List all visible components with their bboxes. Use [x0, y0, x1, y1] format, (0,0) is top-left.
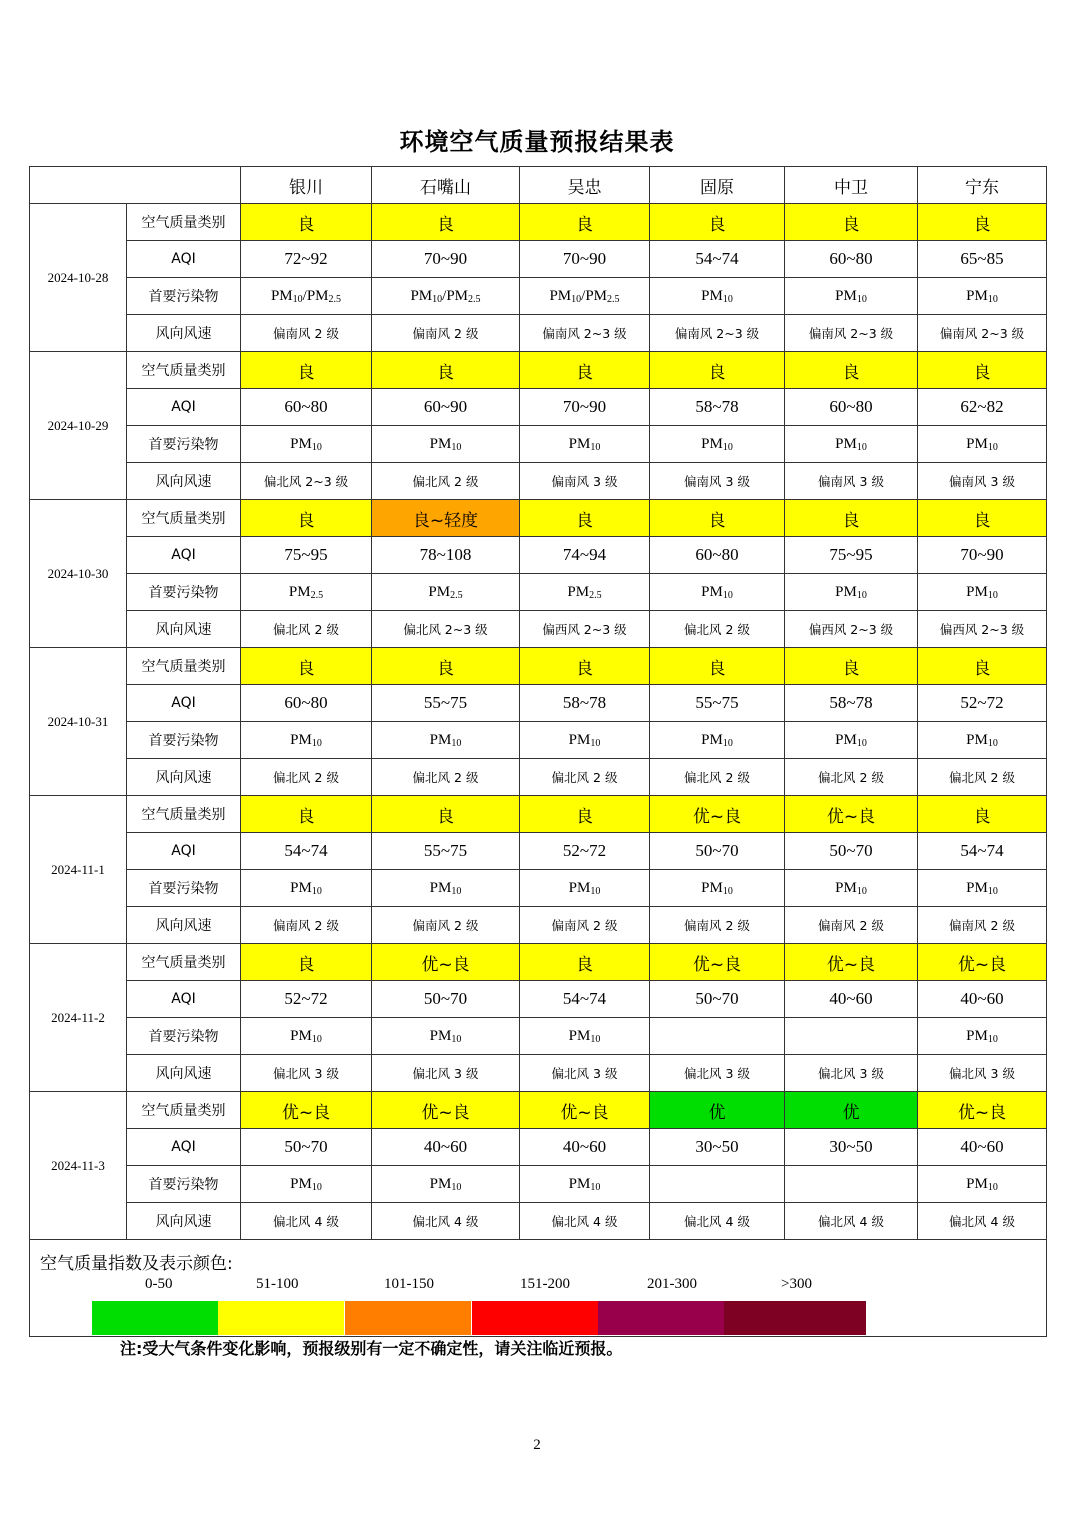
- pollutant-cell: $PM_{10}$: [241, 1018, 372, 1055]
- table-row: [30, 796, 1047, 833]
- wind-cell: 偏南风 3 级: [650, 463, 785, 500]
- wind-cell: 偏北风 3 级: [520, 1055, 650, 1092]
- wind-cell: 偏北风 4 级: [650, 1203, 785, 1240]
- aqi-cell: 70~90: [372, 241, 520, 278]
- table-row: [30, 278, 1047, 315]
- row-label-level: 空气质量类别: [127, 500, 241, 537]
- aqi-cell: 52~72: [918, 685, 1047, 722]
- row-label-aqi: AQI: [127, 389, 241, 426]
- wind-cell: 偏南风 2 级: [241, 907, 372, 944]
- row-label-wind: 风向风速: [127, 1203, 241, 1240]
- wind-cell: 偏南风 2~3 级: [918, 315, 1047, 352]
- city-header: 石嘴山: [372, 167, 520, 204]
- table-row: [30, 389, 1047, 426]
- wind-cell: 偏南风 2 级: [241, 315, 372, 352]
- level-cell: 良: [241, 204, 372, 241]
- table-row: [30, 352, 1047, 389]
- aqi-cell: 55~75: [372, 833, 520, 870]
- level-cell: 良: [241, 796, 372, 833]
- level-cell: 良: [241, 500, 372, 537]
- pollutant-cell: $PM_{10}$: [520, 1018, 650, 1055]
- pollutant-cell: $PM_{10}$: [372, 722, 520, 759]
- pollutant-cell: $PM_{10}$: [372, 426, 520, 463]
- level-cell: 良: [785, 352, 918, 389]
- pollutant-cell: $PM_{10}$: [918, 574, 1047, 611]
- wind-cell: 偏南风 3 级: [785, 463, 918, 500]
- aqi-cell: 60~80: [241, 389, 372, 426]
- forecast-table: [29, 166, 1047, 1337]
- aqi-cell: 60~80: [785, 389, 918, 426]
- pollutant-cell: $PM_{10}$: [785, 574, 918, 611]
- page-number: 2: [533, 1437, 541, 1453]
- pollutant-cell: $PM_{10}$: [520, 722, 650, 759]
- wind-cell: 偏南风 2~3 级: [520, 315, 650, 352]
- pollutant-cell: [785, 1018, 918, 1055]
- aqi-cell: 62~82: [918, 389, 1047, 426]
- legend-range-label: 51-100: [256, 1276, 299, 1292]
- pollutant-cell: $PM_{10}$: [785, 722, 918, 759]
- level-cell: 良: [241, 648, 372, 685]
- row-label-level: 空气质量类别: [127, 1092, 241, 1129]
- pollutant-cell: $PM_{2.5}$: [520, 574, 650, 611]
- table-row: [30, 759, 1047, 796]
- wind-cell: 偏北风 2 级: [372, 759, 520, 796]
- aqi-cell: 50~70: [785, 833, 918, 870]
- level-cell: 良: [241, 944, 372, 981]
- wind-cell: 偏南风 2 级: [372, 315, 520, 352]
- wind-cell: 偏西风 2~3 级: [520, 611, 650, 648]
- aqi-cell: 55~75: [372, 685, 520, 722]
- pollutant-cell: $PM_{10}$: [372, 1018, 520, 1055]
- row-label-wind: 风向风速: [127, 315, 241, 352]
- pollutant-cell: $PM_{10}$: [918, 278, 1047, 315]
- aqi-cell: 75~95: [785, 537, 918, 574]
- level-cell: 良: [372, 204, 520, 241]
- pollutant-cell: $PM_{10}$: [650, 870, 785, 907]
- pollutant-cell: $PM_{10}$: [241, 1166, 372, 1203]
- level-cell: 良: [520, 796, 650, 833]
- city-header: 固原: [650, 167, 785, 204]
- aqi-cell: 60~80: [650, 537, 785, 574]
- row-label-aqi: AQI: [127, 685, 241, 722]
- aqi-cell: 54~74: [520, 981, 650, 1018]
- wind-cell: 偏北风 2 级: [241, 759, 372, 796]
- row-label-wind: 风向风速: [127, 611, 241, 648]
- date-cell: 2024-11-3: [30, 1092, 127, 1240]
- aqi-cell: 40~60: [372, 1129, 520, 1166]
- aqi-cell: 55~75: [650, 685, 785, 722]
- row-label-pollutant: 首要污染物: [127, 1018, 241, 1055]
- level-cell: 良: [241, 352, 372, 389]
- level-cell: 良: [785, 500, 918, 537]
- legend-color-swatch: [724, 1301, 866, 1335]
- city-header: 宁东: [918, 167, 1047, 204]
- table-row: [30, 722, 1047, 759]
- level-cell: 良: [520, 648, 650, 685]
- wind-cell: 偏南风 2 级: [785, 907, 918, 944]
- level-cell: 良: [918, 352, 1047, 389]
- wind-cell: 偏北风 4 级: [241, 1203, 372, 1240]
- table-row: [30, 537, 1047, 574]
- legend-color-swatch: [218, 1301, 344, 1335]
- wind-cell: 偏北风 2 级: [650, 611, 785, 648]
- row-label-level: 空气质量类别: [127, 796, 241, 833]
- row-label-pollutant: 首要污染物: [127, 1166, 241, 1203]
- row-label-wind: 风向风速: [127, 463, 241, 500]
- table-row: [30, 1018, 1047, 1055]
- row-label-level: 空气质量类别: [127, 944, 241, 981]
- table-row: [30, 870, 1047, 907]
- legend-color-swatch: [345, 1301, 471, 1335]
- table-row: [30, 574, 1047, 611]
- pollutant-cell: $PM_{10}$: [372, 1166, 520, 1203]
- wind-cell: 偏南风 3 级: [918, 463, 1047, 500]
- legend-color-swatch: [598, 1301, 724, 1335]
- aqi-cell: 74~94: [520, 537, 650, 574]
- date-cell: 2024-10-31: [30, 648, 127, 796]
- table-row: [30, 1129, 1047, 1166]
- wind-cell: 偏北风 2 级: [918, 759, 1047, 796]
- level-cell: 良: [650, 204, 785, 241]
- table-row: [30, 315, 1047, 352]
- wind-cell: 偏北风 3 级: [918, 1055, 1047, 1092]
- pollutant-cell: $PM_{10}$: [785, 870, 918, 907]
- table-row: [30, 981, 1047, 1018]
- table-row: [30, 426, 1047, 463]
- wind-cell: 偏西风 2~3 级: [785, 611, 918, 648]
- table-row: [30, 241, 1047, 278]
- pollutant-cell: $PM_{10}$: [650, 722, 785, 759]
- level-cell: 良: [520, 500, 650, 537]
- level-cell: 良: [918, 648, 1047, 685]
- level-cell: 良: [650, 352, 785, 389]
- table-row: [30, 611, 1047, 648]
- date-cell: 2024-11-2: [30, 944, 127, 1092]
- level-cell: 优~良: [372, 944, 520, 981]
- row-label-level: 空气质量类别: [127, 648, 241, 685]
- page-title: 环境空气质量预报结果表: [399, 128, 675, 156]
- level-cell: 良: [650, 500, 785, 537]
- level-cell: 优~良: [918, 1092, 1047, 1129]
- row-label-pollutant: 首要污染物: [127, 722, 241, 759]
- aqi-cell: 54~74: [650, 241, 785, 278]
- level-cell: 良: [650, 648, 785, 685]
- pollutant-cell: $PM_{10}$: [520, 426, 650, 463]
- pollutant-cell: $PM_{10}/PM_{2.5}$: [241, 278, 372, 315]
- row-label-aqi: AQI: [127, 981, 241, 1018]
- wind-cell: 偏北风 2 级: [241, 611, 372, 648]
- pollutant-cell: $PM_{10}$: [650, 574, 785, 611]
- header-corner: [30, 167, 241, 204]
- aqi-cell: 60~80: [241, 685, 372, 722]
- row-label-pollutant: 首要污染物: [127, 574, 241, 611]
- level-cell: 优~良: [372, 1092, 520, 1129]
- level-cell: 良: [918, 796, 1047, 833]
- pollutant-cell: $PM_{10}$: [918, 722, 1047, 759]
- pollutant-cell: $PM_{10}$: [918, 426, 1047, 463]
- aqi-cell: 70~90: [918, 537, 1047, 574]
- aqi-cell: 40~60: [918, 981, 1047, 1018]
- wind-cell: 偏南风 2 级: [372, 907, 520, 944]
- pollutant-cell: $PM_{10}$: [650, 278, 785, 315]
- aqi-cell: 40~60: [520, 1129, 650, 1166]
- level-cell: 优~良: [785, 944, 918, 981]
- aqi-cell: 54~74: [918, 833, 1047, 870]
- aqi-cell: 30~50: [785, 1129, 918, 1166]
- level-cell: 优~良: [241, 1092, 372, 1129]
- row-label-level: 空气质量类别: [127, 352, 241, 389]
- legend-title: 空气质量指数及表示颜色:: [40, 1254, 233, 1274]
- pollutant-cell: $PM_{10}$: [520, 1166, 650, 1203]
- row-label-aqi: AQI: [127, 1129, 241, 1166]
- date-cell: 2024-11-1: [30, 796, 127, 944]
- table-row: [30, 1092, 1047, 1129]
- level-cell: 良: [520, 352, 650, 389]
- pollutant-cell: [785, 1166, 918, 1203]
- table-row: [30, 685, 1047, 722]
- wind-cell: 偏北风 2~3 级: [241, 463, 372, 500]
- wind-cell: 偏北风 2 级: [372, 463, 520, 500]
- level-cell: 良: [372, 648, 520, 685]
- row-label-pollutant: 首要污染物: [127, 278, 241, 315]
- table-row: [30, 907, 1047, 944]
- wind-cell: 偏南风 2 级: [918, 907, 1047, 944]
- aqi-cell: 54~74: [241, 833, 372, 870]
- pollutant-cell: $PM_{10}$: [520, 870, 650, 907]
- aqi-cell: 72~92: [241, 241, 372, 278]
- header-row: [30, 167, 1047, 204]
- wind-cell: 偏北风 3 级: [241, 1055, 372, 1092]
- row-label-wind: 风向风速: [127, 759, 241, 796]
- date-cell: 2024-10-28: [30, 204, 127, 352]
- aqi-cell: 50~70: [372, 981, 520, 1018]
- pollutant-cell: [650, 1018, 785, 1055]
- pollutant-cell: $PM_{10}$: [241, 722, 372, 759]
- table-row: [30, 648, 1047, 685]
- legend-range-label: 101-150: [384, 1276, 434, 1292]
- pollutant-cell: $PM_{10}$: [918, 1018, 1047, 1055]
- city-header: 中卫: [785, 167, 918, 204]
- table-row: [30, 500, 1047, 537]
- pollutant-cell: $PM_{10}$: [650, 426, 785, 463]
- wind-cell: 偏北风 4 级: [372, 1203, 520, 1240]
- pollutant-cell: $PM_{10}$: [918, 1166, 1047, 1203]
- level-cell: 优~良: [650, 944, 785, 981]
- row-label-aqi: AQI: [127, 537, 241, 574]
- legend-range-label: >300: [781, 1276, 812, 1292]
- level-cell: 优~良: [520, 1092, 650, 1129]
- aqi-cell: 52~72: [241, 981, 372, 1018]
- aqi-cell: 30~50: [650, 1129, 785, 1166]
- aqi-cell: 58~78: [785, 685, 918, 722]
- footnote: 注:受大气条件变化影响，预报级别有一定不确定性，请关注临近预报。: [120, 1339, 623, 1358]
- wind-cell: 偏北风 3 级: [372, 1055, 520, 1092]
- level-cell: 优: [650, 1092, 785, 1129]
- city-header: 银川: [241, 167, 372, 204]
- legend-range-label: 201-300: [647, 1276, 697, 1292]
- wind-cell: 偏北风 4 级: [785, 1203, 918, 1240]
- legend-row: [30, 1240, 1047, 1337]
- wind-cell: 偏北风 3 级: [785, 1055, 918, 1092]
- level-cell: 良: [918, 204, 1047, 241]
- aqi-cell: 58~78: [650, 389, 785, 426]
- wind-cell: 偏西风 2~3 级: [918, 611, 1047, 648]
- level-cell: 优~良: [785, 796, 918, 833]
- date-cell: 2024-10-30: [30, 500, 127, 648]
- city-header: 吴忠: [520, 167, 650, 204]
- row-label-aqi: AQI: [127, 833, 241, 870]
- aqi-cell: 58~78: [520, 685, 650, 722]
- pollutant-cell: $PM_{10}/PM_{2.5}$: [372, 278, 520, 315]
- wind-cell: 偏南风 2~3 级: [785, 315, 918, 352]
- wind-cell: 偏北风 3 级: [650, 1055, 785, 1092]
- wind-cell: 偏北风 2 级: [520, 759, 650, 796]
- level-cell: 良: [785, 204, 918, 241]
- aqi-cell: 70~90: [520, 389, 650, 426]
- aqi-cell: 78~108: [372, 537, 520, 574]
- aqi-legend: [30, 1240, 1047, 1337]
- table-row: [30, 1166, 1047, 1203]
- aqi-cell: 75~95: [241, 537, 372, 574]
- level-cell: 良: [372, 796, 520, 833]
- row-label-level: 空气质量类别: [127, 204, 241, 241]
- aqi-cell: 65~85: [918, 241, 1047, 278]
- level-cell: 良: [520, 944, 650, 981]
- table-row: [30, 204, 1047, 241]
- pollutant-cell: [650, 1166, 785, 1203]
- pollutant-cell: $PM_{10}$: [785, 426, 918, 463]
- wind-cell: 偏北风 2 级: [785, 759, 918, 796]
- aqi-cell: 60~90: [372, 389, 520, 426]
- legend-color-swatch: [92, 1301, 218, 1335]
- aqi-cell: 50~70: [650, 833, 785, 870]
- pollutant-cell: $PM_{10}$: [918, 870, 1047, 907]
- wind-cell: 偏北风 2~3 级: [372, 611, 520, 648]
- pollutant-cell: $PM_{10}$: [241, 870, 372, 907]
- pollutant-cell: $PM_{10}/PM_{2.5}$: [520, 278, 650, 315]
- aqi-cell: 50~70: [650, 981, 785, 1018]
- aqi-cell: 70~90: [520, 241, 650, 278]
- table-row: [30, 463, 1047, 500]
- level-cell: 良: [372, 352, 520, 389]
- table-row: [30, 1203, 1047, 1240]
- date-cell: 2024-10-29: [30, 352, 127, 500]
- row-label-wind: 风向风速: [127, 1055, 241, 1092]
- row-label-pollutant: 首要污染物: [127, 870, 241, 907]
- table-row: [30, 833, 1047, 870]
- pollutant-cell: $PM_{10}$: [372, 870, 520, 907]
- row-label-aqi: AQI: [127, 241, 241, 278]
- pollutant-cell: $PM_{2.5}$: [241, 574, 372, 611]
- table-row: [30, 944, 1047, 981]
- aqi-cell: 40~60: [785, 981, 918, 1018]
- wind-cell: 偏北风 4 级: [918, 1203, 1047, 1240]
- aqi-cell: 50~70: [241, 1129, 372, 1166]
- aqi-cell: 60~80: [785, 241, 918, 278]
- pollutant-cell: $PM_{10}$: [785, 278, 918, 315]
- level-cell: 良: [785, 648, 918, 685]
- legend-color-swatch: [472, 1301, 598, 1335]
- legend-range-label: 0-50: [145, 1276, 173, 1292]
- row-label-pollutant: 首要污染物: [127, 426, 241, 463]
- level-cell: 优~良: [650, 796, 785, 833]
- legend-range-label: 151-200: [520, 1276, 570, 1292]
- aqi-cell: 40~60: [918, 1129, 1047, 1166]
- level-cell: 优~良: [918, 944, 1047, 981]
- row-label-wind: 风向风速: [127, 907, 241, 944]
- wind-cell: 偏北风 2 级: [650, 759, 785, 796]
- wind-cell: 偏南风 2~3 级: [650, 315, 785, 352]
- pollutant-cell: $PM_{10}$: [241, 426, 372, 463]
- pollutant-cell: $PM_{2.5}$: [372, 574, 520, 611]
- wind-cell: 偏南风 2 级: [520, 907, 650, 944]
- wind-cell: 偏南风 2 级: [650, 907, 785, 944]
- wind-cell: 偏南风 3 级: [520, 463, 650, 500]
- level-cell: 良: [918, 500, 1047, 537]
- level-cell: 良~轻度: [372, 500, 520, 537]
- level-cell: 优: [785, 1092, 918, 1129]
- wind-cell: 偏北风 4 级: [520, 1203, 650, 1240]
- aqi-cell: 52~72: [520, 833, 650, 870]
- table-row: [30, 1055, 1047, 1092]
- level-cell: 良: [520, 204, 650, 241]
